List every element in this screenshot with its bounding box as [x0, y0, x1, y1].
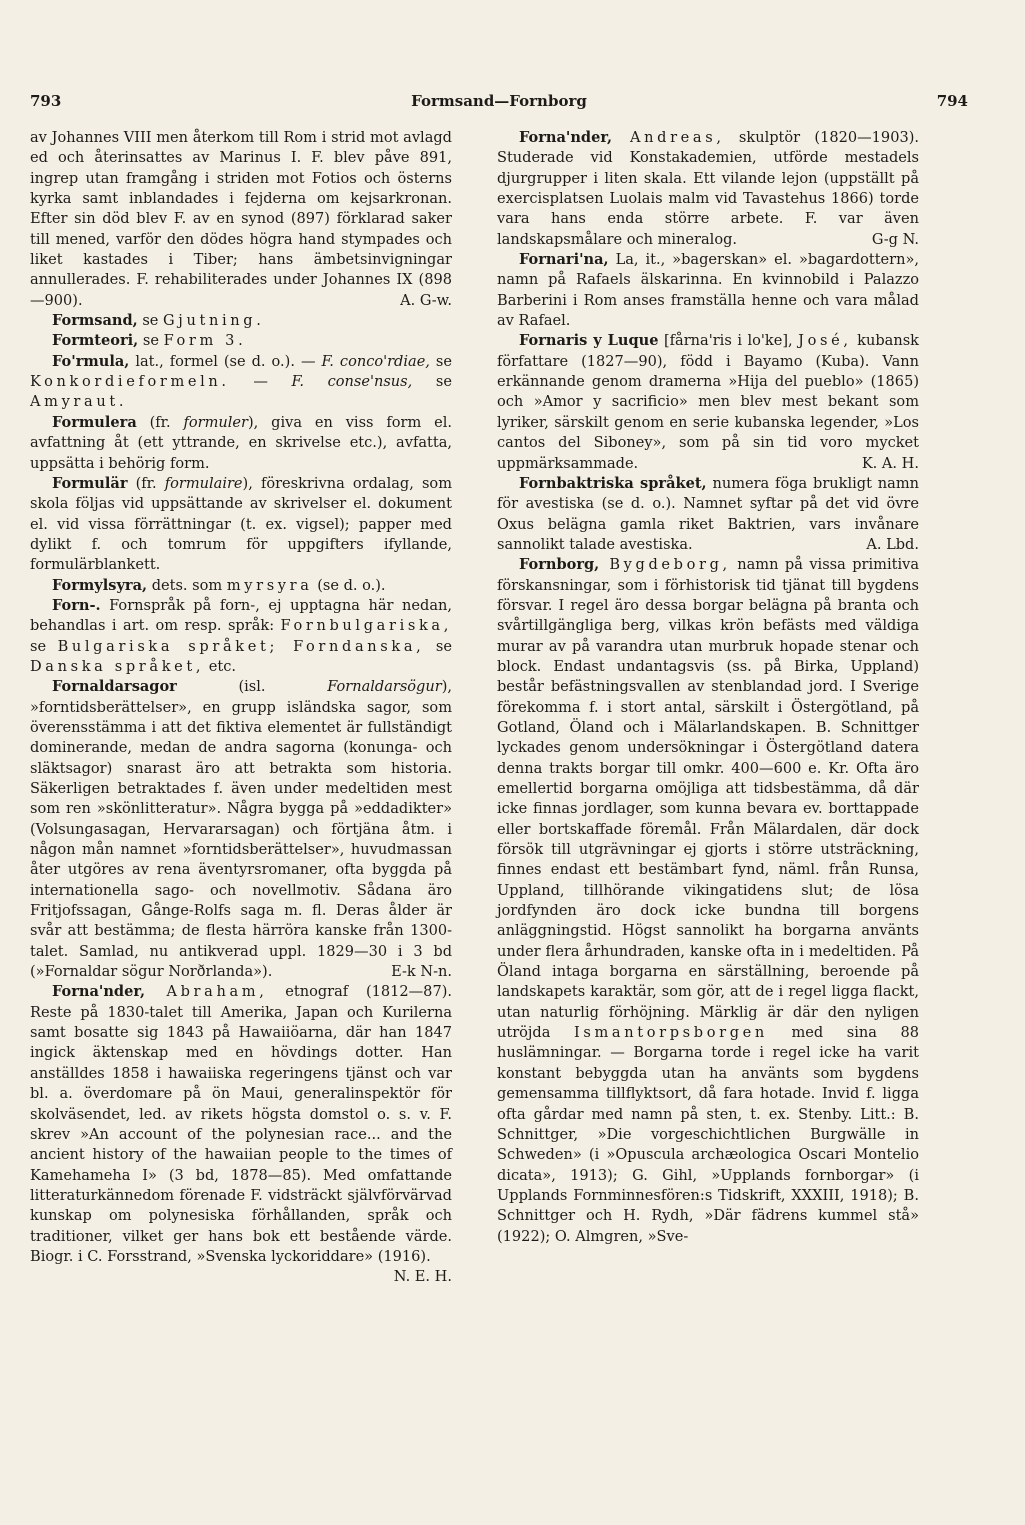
headword: Formulera	[52, 413, 137, 431]
signature: E-k N-n.	[391, 963, 452, 981]
person-name: José,	[798, 332, 852, 350]
entry-fornborg: Fornborg, Bygdeborg, namn på vissa primitiva förskansningar, som i förhistorisk tid tjänat till bygdens försvar. I regel äro dessa borgar belägna på branta och svårtillgängliga berg, vilkas krön befästs med väldiga murar av på varandra utan murbruk hopade stenar och block. Endast undantagsvis (ss. på Birka, Uppland) består befästningsvallen av stenblandad jord. I Sverige förekomma f. i stort antal, särskilt i Östergötland, på Gotland, Öland och i Mälarlandskapen. B. Schnittger lyckades genom undersökningar i Östergötland datera denna trakts borgar till omkr. 400—600 e. Kr. Ofta äro emellertid borgarna omöjliga att tidsbestämma, då där icke finnas jordlager, som kunna bevara ev. borttappade eller bortskaffade föremål. Från Mälardalen, där dock försök till utgrävningar ej gjorts i större utsträckning, finnes endast ett bestämbart fynd, näml. från Runsa, Uppland, tillhörande vikingatidens slut; de lösa jordfynden äro dock icke bundna till borgens anläggningstid. Högst sannolikt ha borgarna använts under flera århundraden, kanske ofta in i medeltiden. På Öland intaga borgarna en särställning, beroende på landskapets karaktär, som gör, att de i regel ligga flackt, utan naturlig förhöjning. Märklig är där den nyligen utröjda Ismantorpsborgen med sina 88 huslämningar. — Borgarna torde i regel icke ha varit konstant bebyggda utan ha använts som bygdens gemensamma tillflyktsort, då fara hotade. Invid f. ligga ofta gårdar med namn på sten, t. ex. Stenby. Litt.: B. Schnittger, »Die vorgeschichtlichen Burgwälle in Schweden» (i »Opuscula archæologica Oscari Montelio dicata», 1913); G. Gihl, »Upplands fornborgar» (i Upplands Fornminnesfören:s Tidskrift, XXXIII, 1918); B. Schnittger och H. Rydh, »Där fädrens kummel stå» (1922); O. Almgren, »Sve-	[497, 556, 919, 1245]
page-number-right: 794	[936, 92, 968, 110]
cross-reference[interactable]: Bygdeborg,	[599, 556, 731, 574]
entry-fornaris: Fornaris y Luque [fårna'ris i lo'ke], José, kubansk författare (1827—90), född i Bayamo (Kuba). Vann erkännande genom dramerna »Hija del pueblo» (1865) och »Amor y sacrificio» men blev mest bekant som lyriker, särskilt genom en serie kubanska legender, »Los cantos del Siboney», som på sin tid voro mycket uppmärksammade. K. A. H.	[497, 331, 919, 473]
entry-fornarina: Fornari'na, La, it., »bagerskan» el. »bagardottern», namn på Rafaels älskarinna. En kvinnobild i Palazzo Barberini i Rom anses framställa henne och vara målad av Rafael.	[497, 251, 919, 330]
headword: Formylsyra,	[52, 576, 148, 594]
left-column	[30, 128, 452, 1288]
headword: Formulär	[52, 474, 128, 492]
headword: Forna'nder,	[52, 983, 146, 1001]
headword: Fornborg,	[519, 556, 600, 574]
cross-reference[interactable]: Ismantorpsborgen	[574, 1024, 768, 1042]
entry-formsand: Formsand, se Gjutning.	[52, 312, 265, 330]
person-name: Abraham,	[145, 983, 268, 1001]
cross-reference[interactable]: Gjutning.	[163, 312, 265, 330]
cross-reference[interactable]: Danska språket,	[30, 657, 205, 675]
headword: Fornaldarsagor	[52, 678, 177, 696]
cross-reference[interactable]: Form 3.	[163, 332, 247, 350]
entry-formula: Fo'rmula, lat., formel (se d. o.). — F. conco'rdiae, se Konkordieformeln. — F. conse'nsus, se Amyraut.	[30, 352, 453, 411]
entry-forn: Forn-. Fornspråk på forn-, ej upptagna här nedan, behandlas i art. om resp. språk: Fornbulgariska, se Bulgariska språket; Forndanska, se Danska språket, etc.	[30, 596, 452, 675]
entry-fornaldarsagor: Fornaldarsagor (isl. Fornaldarsögur), »forntidsberättelser», en grupp isländska sagor, som överensstämma i att det fiktiva elementet är fullständigt dominerande, medan de andra sagorna (konunga- och släktsagor) snarast äro att betrakta som historia. Säkerligen betraktades f. även under medeltiden mest som ren »skönlitteratur». Några bygga på »eddadikter» (Volsungasagan, Hervararsagan) och förtjäna åtm. i någon mån namnet »forntidsberättelser», huvudmassan åter utgöres av rena äventyrsromaner, ofta byggda på internationella sago- och novellmotiv. Sådana äro Fritjofssagan, Gånge-Rolfs saga m. fl. Deras ålder är svår att bestämma; de flesta härröra kanske från 1300-talet. Samlad, nu antikverad uppl. 1829—30 i 3 bd (»Fornaldar sögur Norðrlanda»). E-k N-n.	[30, 677, 452, 982]
entry-formular: Formulär (fr. formulaire), föreskrivna ordalag, som skola följas vid uppsättande av skrivelser el. dokument el. vid vissa förrättningar (t. ex. vigsel); papper med dylikt f. och tomrum för uppgifters ifyllande, formulärblankett.	[30, 474, 452, 574]
entry-formulera: Formulera (fr. formuler), giva en viss form el. avfattning åt (ett yttrande, en skrivelse etc.), avfatta, uppsätta i behörig form.	[30, 413, 452, 472]
headword: Fornari'na,	[519, 251, 609, 269]
signature: A. Lbd.	[866, 535, 919, 553]
signature: K. A. H.	[861, 454, 919, 472]
entry-fornbaktriska: Fornbaktriska språket, numera föga brukligt namn för avestiska (se d. o.). Namnet syftar på det vid övre Oxus belägna gamla riket Baktrien, vars invånare sannolikt talade avestiska. A. Lbd.	[497, 474, 919, 555]
cross-reference[interactable]: Forndanska,	[277, 637, 425, 655]
entry-continuation: av Johannes VIII men återkom till Rom i strid mot avlagd ed och återinsattes av Marinus I. F. blev påve 891, ingrep utan framgång i striden mot Fotios och österns kyrka samt inblandades i fejderna om kejsarkronan. Efter sin död blev F. av en synod (897) förklarad saker till mened, varför den dödes högra hand stympades och liket kastades i Tiber; hans ämbetsinvigningar annullerades. F. rehabiliterades under Johannes IX (898—900). A. G-w.	[30, 128, 452, 311]
cross-reference[interactable]: myrsyra	[226, 576, 313, 594]
page-header	[30, 92, 968, 114]
cross-reference[interactable]: Bulgariska språket;	[57, 637, 278, 655]
headword: Fo'rmula,	[52, 352, 130, 370]
headword: Fornbaktriska språket,	[519, 474, 707, 492]
running-title: Formsand—Fornborg	[411, 92, 587, 110]
cross-reference[interactable]: Fornbulgariska,	[280, 617, 452, 635]
headword: Forna'nder,	[519, 129, 613, 146]
right-column	[497, 128, 919, 1247]
headword: Formsand,	[52, 312, 138, 330]
headword: Forn-.	[52, 596, 101, 614]
person-name: Andreas,	[612, 129, 725, 146]
cross-reference[interactable]: Amyraut.	[30, 393, 128, 411]
headword: Formteori,	[52, 332, 139, 350]
signature: G-g N.	[871, 230, 919, 248]
signature: N. E. H.	[393, 1268, 452, 1286]
signature: A. G-w.	[400, 291, 452, 309]
cross-reference[interactable]: Konkordieformeln.	[30, 373, 230, 391]
entry-formylsyra: Formylsyra, dets. som myrsyra (se d. o.).	[52, 576, 386, 594]
page-number-left: 793	[30, 92, 62, 110]
entry-fornander-abraham: Forna'nder, Abraham, etnograf (1812—87). Reste på 1830-talet till Amerika, Japan och Kurilerna samt bosatte sig 1843 på Hawaiiöarna, där han 1847 ingick äktenskap med en hövdings dotter. Han anställdes 1858 i hawaiiska regeringens tjänst och var bl. a. överdomare på ön Maui, generalinspektör för skolväsendet, led. av rikets högsta domstol o. s. v. F. skrev »An account of the polynesian race... and the ancient history of the hawaiian people to the times of Kamehameha I» (3 bd, 1878—85). Med omfattande litteraturkännedom förenade F. vidsträckt självförvärvad kunskap om polynesiska förhållanden, språk och traditioner, vilket ger hans bok ett bestående värde. Biogr. i C. Forsstrand, »Svenska lyckoriddare» (1916). N. E. H.	[30, 982, 452, 1267]
entry-fornander-andreas: Forna'nder, Andreas, skulptör (1820—1903). Studerade vid Konstakademien, utförde mestadels djurgrupper i liten skala. Ett vilande lejon (uppställt på exercisplatsen Luolais malm vid Tavastehus 1866) torde vara hans enda större arbete. F. var även landskapsmålare och mineralog. G-g N.	[497, 128, 919, 250]
entry-formteori: Formteori, se Form 3.	[52, 332, 247, 350]
headword: Fornaris y Luque	[519, 332, 659, 350]
